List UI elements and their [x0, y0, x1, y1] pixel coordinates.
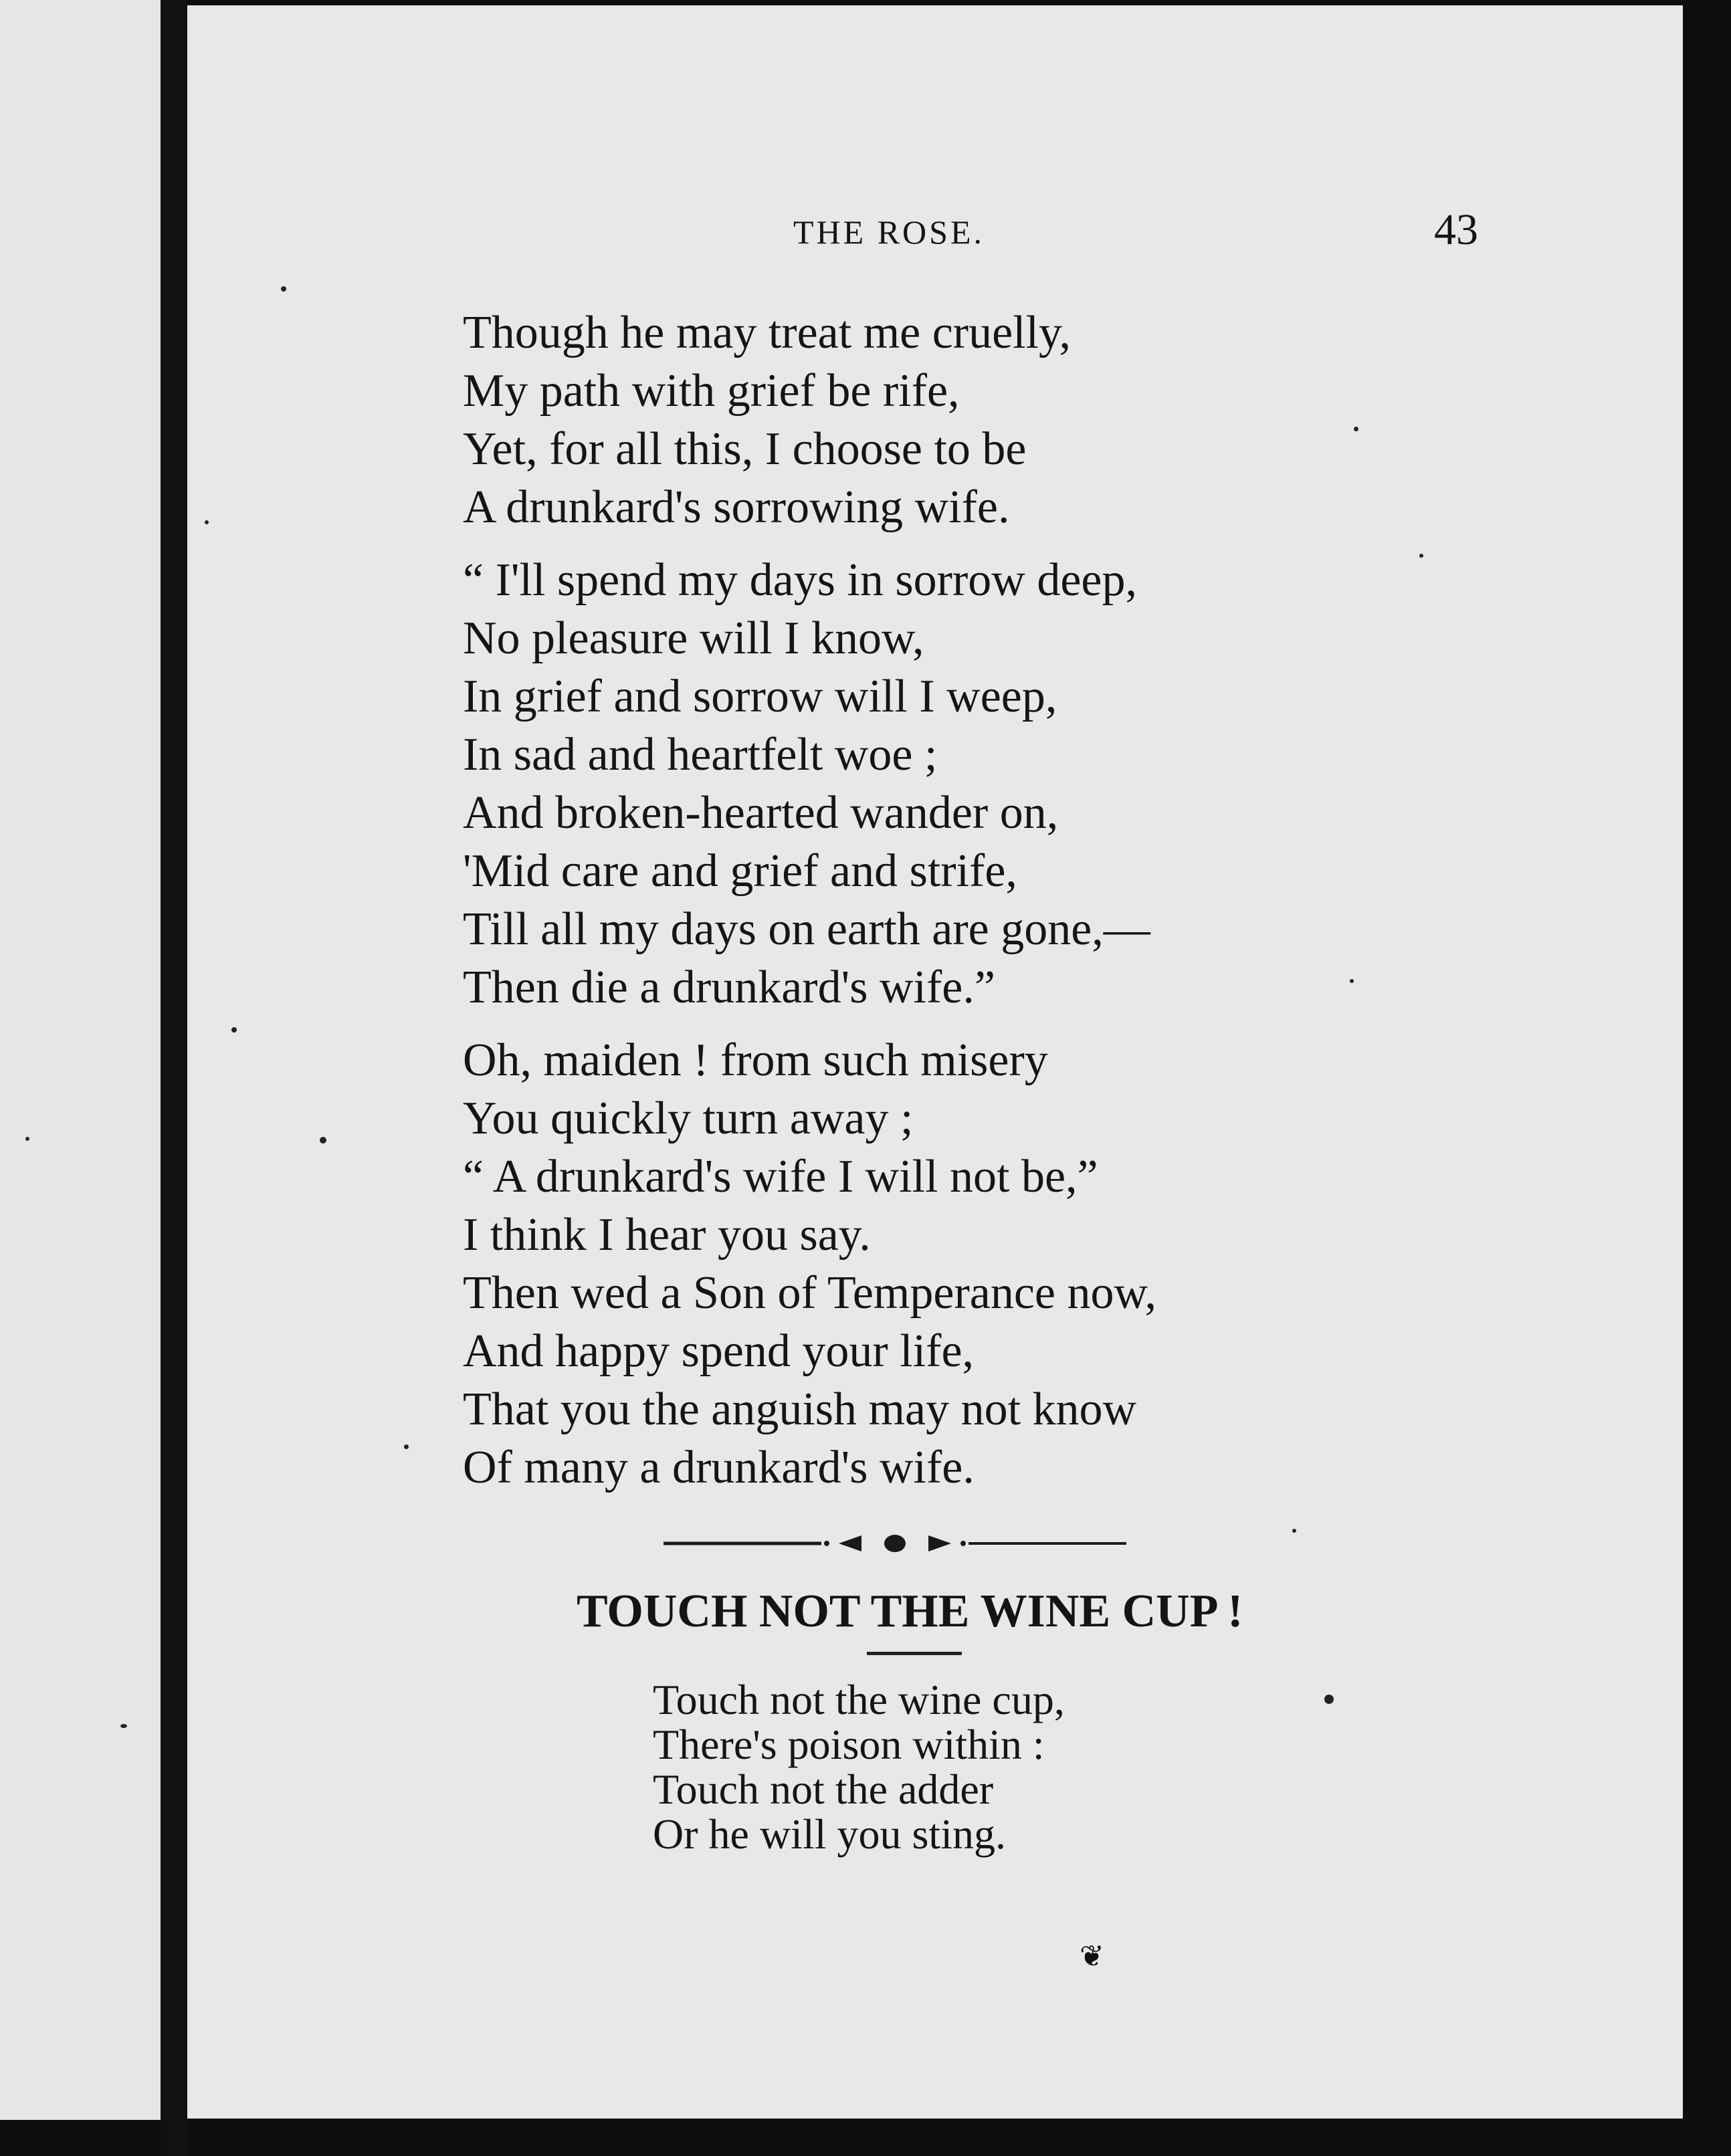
verse-line: Yet, for all this, I choose to be	[463, 423, 1027, 475]
facing-page-edge	[0, 0, 161, 2120]
verse-line: “ A drunkard's wife I will not be,”	[463, 1151, 1098, 1202]
verse-line: 'Mid care and grief and strife,	[463, 845, 1017, 897]
ink-speck	[1324, 1695, 1334, 1704]
verse-line: Though he may treat me cruelly,	[463, 307, 1072, 358]
verse-line: Or he will you sting.	[653, 1810, 1006, 1858]
verse-line: You quickly turn away ;	[463, 1093, 914, 1144]
verse-line: No pleasure will I know,	[463, 613, 924, 664]
running-head: THE ROSE.	[793, 213, 985, 251]
verse-line: Touch not the adder	[653, 1765, 994, 1813]
book-gutter	[161, 0, 187, 2156]
verse-line: And happy spend your life,	[463, 1325, 975, 1377]
fleuron-icon: ❦	[1080, 1939, 1104, 1973]
verse-line: Oh, maiden ! from such misery	[463, 1035, 1048, 1086]
verse-line: In sad and heartfelt woe ;	[463, 729, 938, 780]
ink-speck	[1419, 554, 1423, 558]
verse-line: I think I hear you say.	[463, 1209, 871, 1261]
stanza-2	[463, 551, 1150, 1016]
stanza-4	[653, 1677, 1065, 1856]
section-title: TOUCH NOT THE WINE CUP !	[577, 1586, 1243, 1637]
verse-line: Touch not the wine cup,	[653, 1676, 1065, 1723]
ink-speck	[281, 286, 286, 292]
verse-line: Of many a drunkard's wife.	[463, 1442, 975, 1493]
page-number: 43	[1434, 205, 1478, 254]
verse-line: That you the anguish may not know	[463, 1384, 1137, 1435]
ink-speck	[1354, 427, 1358, 431]
verse-line: Then wed a Son of Temperance now,	[463, 1267, 1156, 1319]
title-underline	[867, 1652, 962, 1655]
verse-line: In grief and sorrow will I weep,	[463, 671, 1057, 722]
ink-speck	[1350, 979, 1354, 983]
verse-line: And broken-hearted wander on,	[463, 787, 1059, 839]
ink-speck	[231, 1027, 237, 1033]
ink-speck	[320, 1137, 326, 1144]
stanza-3	[463, 1031, 1156, 1497]
verse-line: A drunkard's sorrowing wife.	[463, 481, 1010, 533]
ink-speck	[404, 1444, 409, 1449]
ink-speck	[120, 1724, 127, 1728]
stanza-1	[463, 304, 1071, 536]
ink-speck	[205, 520, 209, 524]
ink-speck	[1292, 1529, 1296, 1533]
section-divider-ornament	[664, 1530, 1126, 1557]
verse-line: Then die a drunkard's wife.”	[463, 962, 995, 1013]
verse-line: My path with grief be rife,	[463, 365, 960, 417]
verse-line: “ I'll spend my days in sorrow deep,	[463, 554, 1137, 606]
verse-line: There's poison within :	[653, 1721, 1045, 1768]
verse-line: Till all my days on earth are gone,—	[463, 903, 1150, 955]
ink-speck	[25, 1137, 29, 1141]
